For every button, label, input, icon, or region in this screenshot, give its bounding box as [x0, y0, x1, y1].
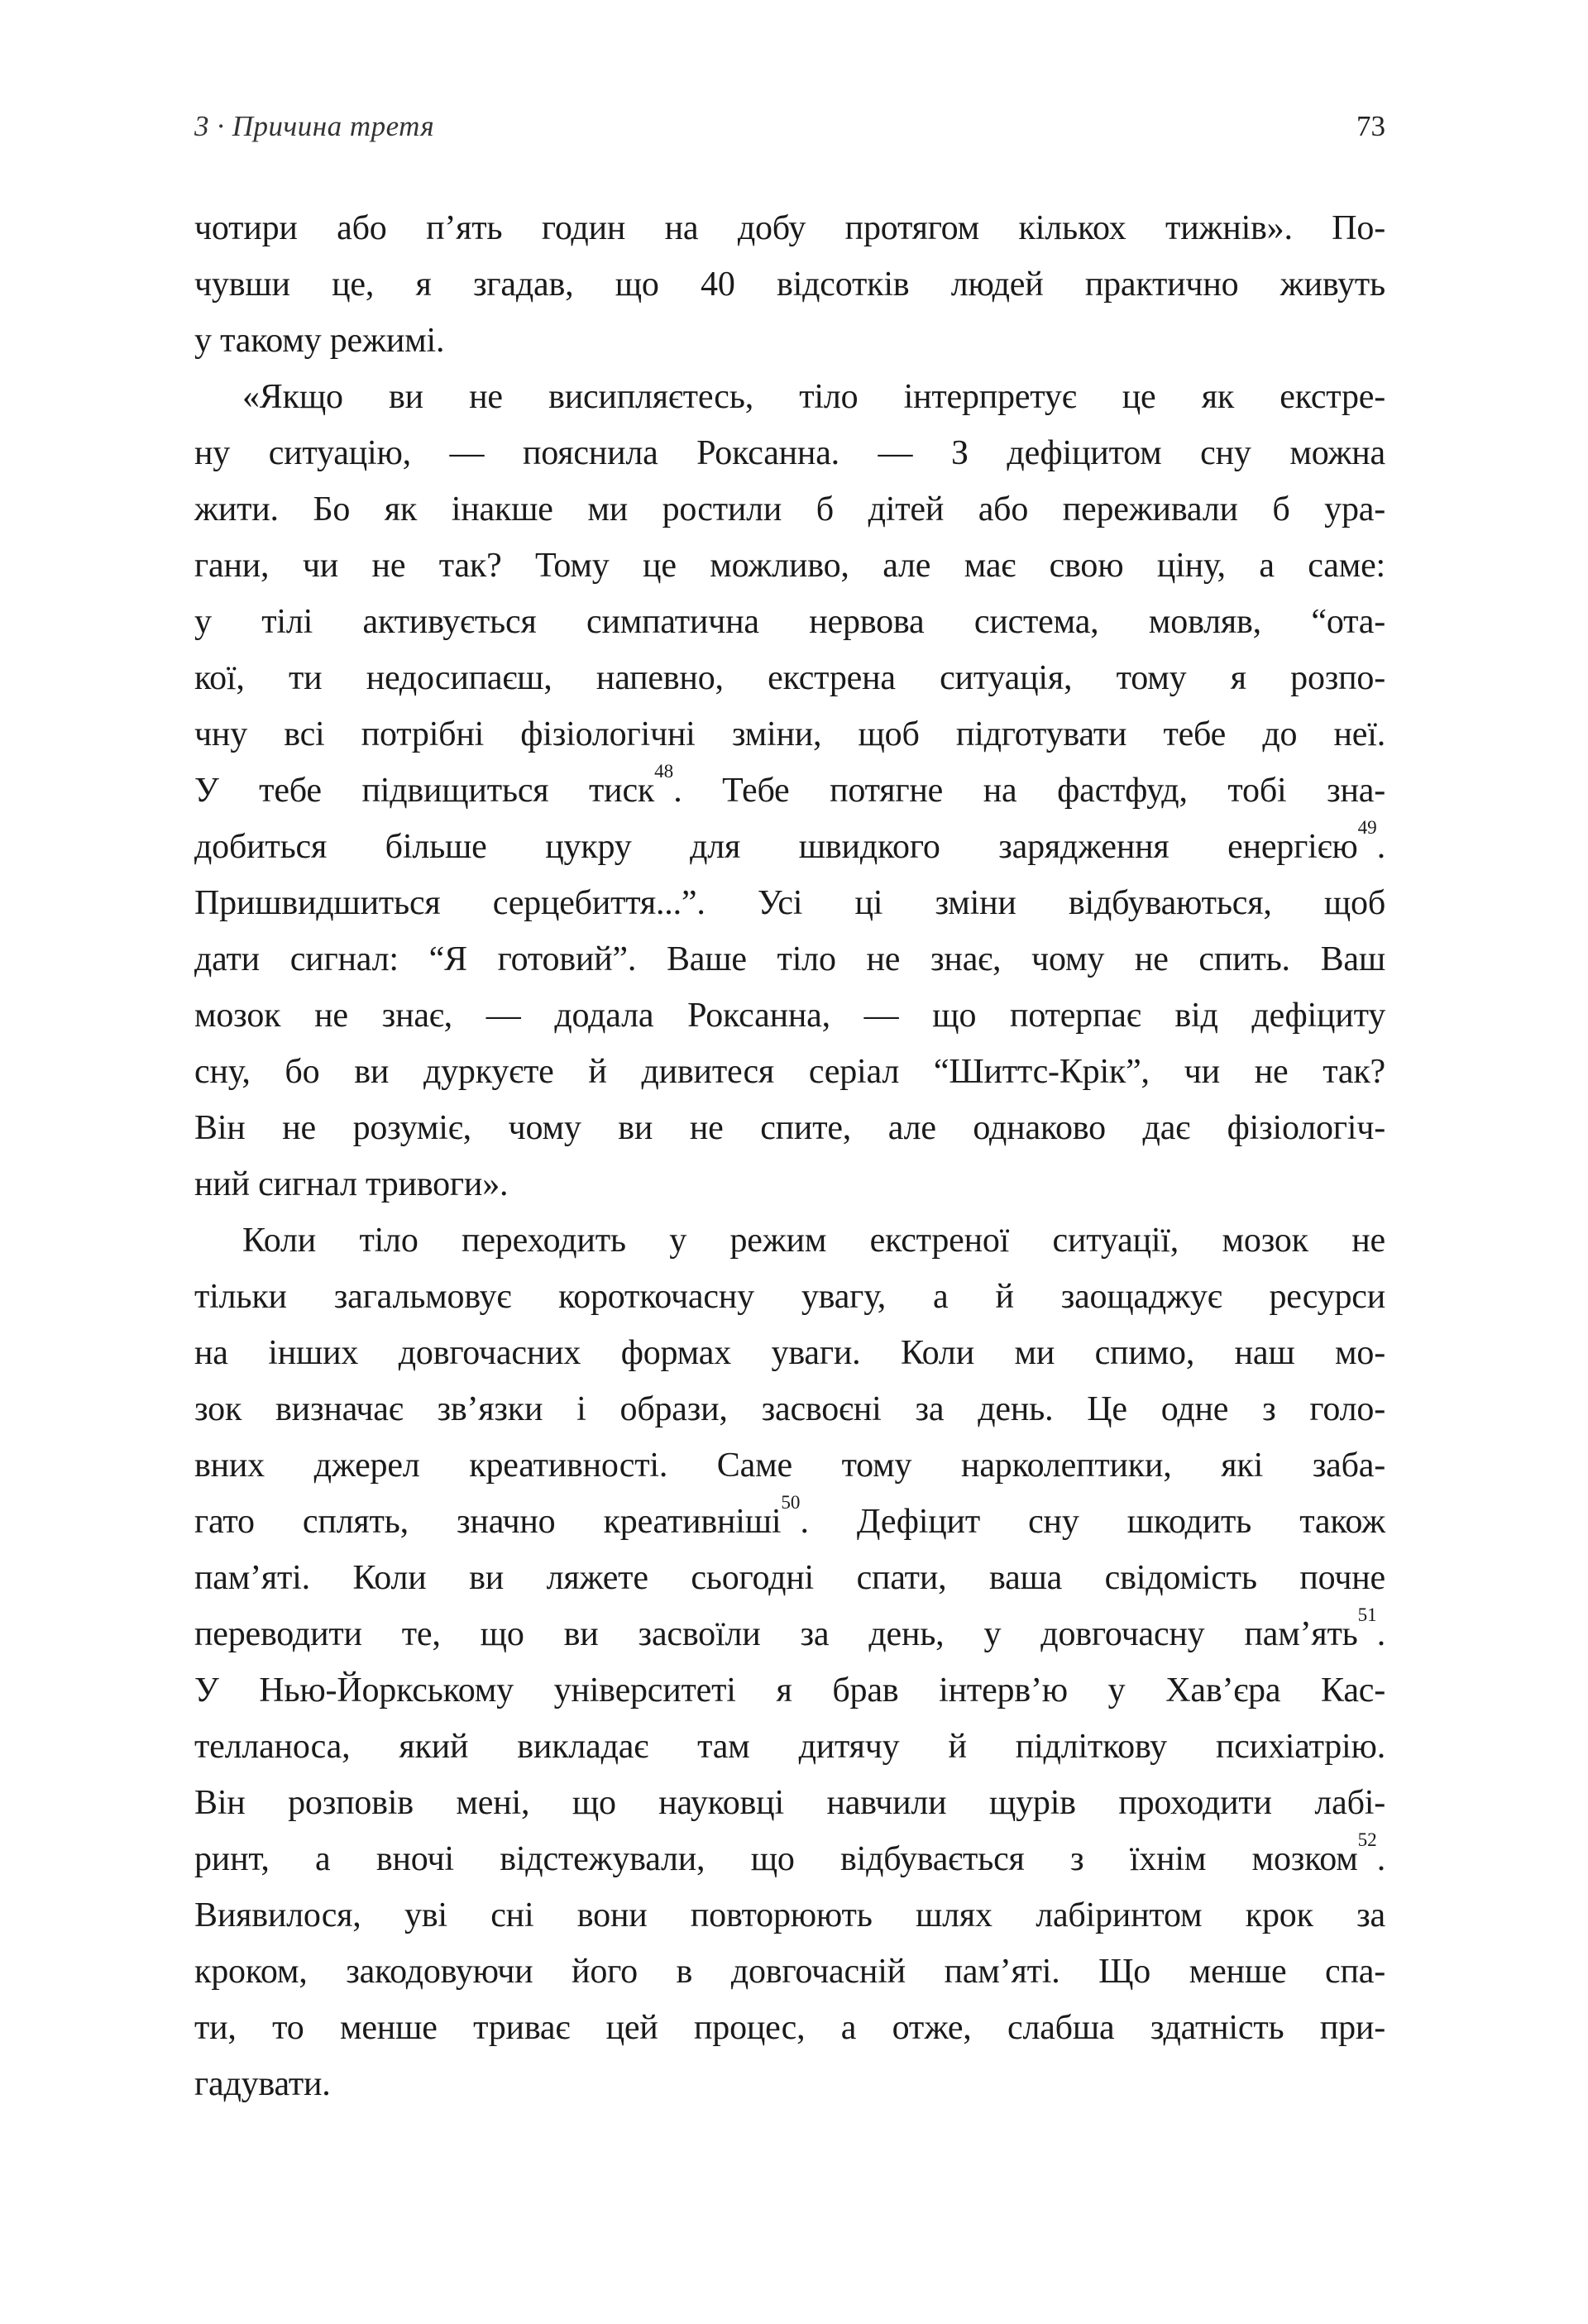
footnote-marker: 50 — [781, 1490, 801, 1513]
text-line: чотири або п’ять годин на добу протягом кількох тижнів». По- — [194, 209, 1385, 247]
text-line: У Нью-Йоркському університеті я брав інтерв’ю у Хав’єра Кас- — [194, 1671, 1385, 1710]
paragraph — [194, 200, 1385, 369]
text-line: гани, чи не так? Тому це можливо, але має свою ціну, а саме: — [194, 547, 1385, 585]
text-line: сну, бо ви дуркуєте й дивитеся серіал “Шиттс-Крік”, чи не так? — [194, 1053, 1385, 1091]
text-line: ний сигнал тривоги». — [194, 1165, 509, 1203]
chapter-header: 3 · Причина третя — [194, 110, 435, 142]
text-line: мозок не знає, — додала Роксанна, — що потерпає від дефіциту — [194, 997, 1385, 1035]
text-line: добиться більше цукру для швидкого зарядження енергією$^{49}$. — [194, 815, 1385, 866]
text-line: переводити те, що ви засвоїли за день, у довгочасну пам’ять$^{51}$. — [194, 1603, 1385, 1653]
text-line: Він не розуміє, чому ви не спите, але однаково дає фізіологіч- — [194, 1109, 1385, 1147]
footnote-marker: 49 — [1357, 815, 1377, 838]
paragraph — [194, 369, 1385, 1212]
text-line: тільки загальмовує короткочасну увагу, а й заощаджує ресурси — [194, 1278, 1385, 1316]
text-line: гадувати. — [194, 2065, 331, 2103]
text-line: у такому режимі. — [194, 322, 445, 360]
footnote-marker: 48 — [654, 759, 674, 782]
text-line: Коли тіло переходить у режим екстреної ситуації, мозок не — [242, 1222, 1385, 1260]
text-line: У тебе підвищиться тиск$^{48}$. Тебе потягне на фастфуд, тобі зна- — [194, 759, 1385, 810]
text-line: чну всі потрібні фізіологічні зміни, щоб підготувати тебе до неї. — [194, 715, 1385, 753]
text-line: Пришвидшиться серцебиття...”. Усі ці зміни відбуваються, щоб — [194, 884, 1385, 922]
text-line: ринт, а вночі відстежували, що відбувається з їхнім мозком$^{52}$. — [194, 1828, 1385, 1878]
text-line: «Якщо ви не висипляєтесь, тіло інтерпретує це як екстре- — [242, 378, 1385, 416]
text-block — [194, 200, 1385, 2112]
text-line: кроком, закодовуючи його в довгочасній пам’яті. Що менше спа- — [194, 1953, 1385, 1991]
text-line: телланоса, який викладає там дитячу й підліткову психіатрію. — [194, 1728, 1385, 1766]
running-header — [194, 109, 1385, 144]
paragraph — [194, 1212, 1385, 2112]
footnote-marker: 51 — [1357, 1603, 1377, 1625]
text-line: пам’яті. Коли ви ляжете сьогодні спати, ваша свідомість почне — [194, 1559, 1385, 1597]
footnote-marker: 52 — [1357, 1828, 1377, 1850]
text-line: Виявилося, уві сні вони повторюють шлях лабіринтом крок за — [194, 1896, 1385, 1934]
text-line: ти, то менше триває цей процес, а отже, слабша здатність при- — [194, 2009, 1385, 2047]
text-line: гато сплять, значно креативніші$^{50}$. Дефіцит сну шкодить також — [194, 1490, 1385, 1541]
text-line: на інших довгочасних формах уваги. Коли ми спимо, наш мо- — [194, 1334, 1385, 1372]
page-number: 73 — [1356, 110, 1385, 142]
text-line: жити. Бо як інакше ми ростили б дітей або переживали б ура- — [194, 490, 1385, 528]
text-line: ну ситуацію, — пояснила Роксанна. — З дефіцитом сну можна — [194, 434, 1385, 472]
text-line: у тілі активується симпатична нервова система, мовляв, “ота- — [194, 603, 1385, 641]
text-line: зок визначає зв’язки і образи, засвоєні за день. Це одне з голо- — [194, 1390, 1385, 1428]
text-line: кої, ти недосипаєш, напевно, екстрена ситуація, тому я розпо- — [194, 659, 1385, 697]
text-line: Він розповів мені, що науковці навчили щурів проходити лабі- — [194, 1784, 1385, 1822]
text-line: дати сигнал: “Я готовий”. Ваше тіло не знає, чому не спить. Ваш — [194, 940, 1385, 978]
text-line: вних джерел креативності. Саме тому нарколептики, які заба- — [194, 1447, 1385, 1485]
text-line: чувши це, я згадав, що 40 відсотків людей практично живуть — [194, 265, 1385, 304]
